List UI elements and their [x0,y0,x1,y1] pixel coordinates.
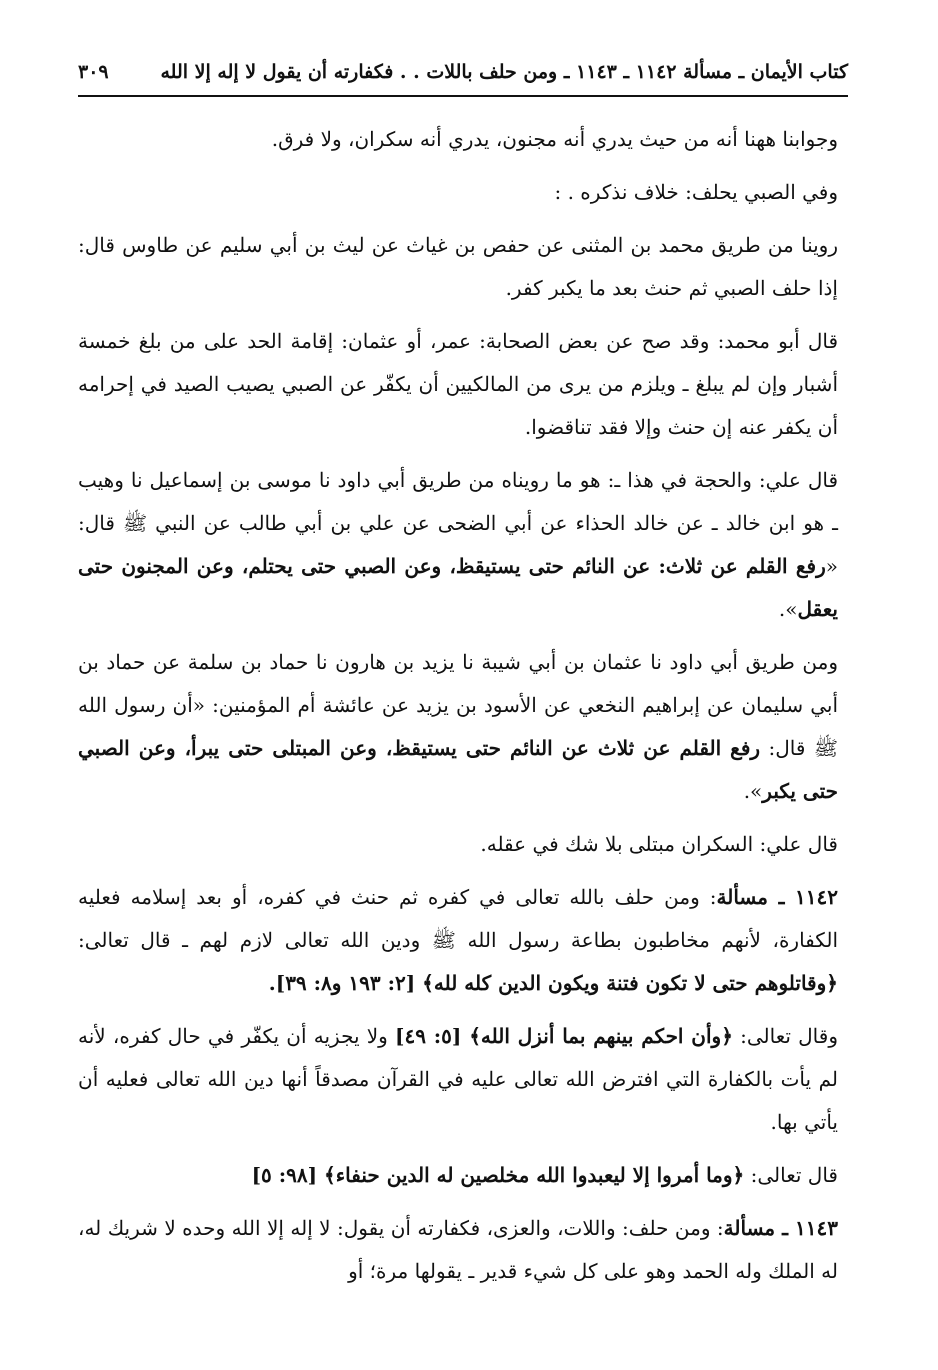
paragraph [78,171,838,214]
paragraph [78,320,838,449]
paragraph-text: قال علي: السكران مبتلى بلا شك في عقله. [480,832,838,856]
paragraph-text: قال أبو محمد: وقد صح عن بعض الصحابة: عمر، أو عثمان: إقامة الحد على من بلغ خمسة أشبار وإن لم يبلغ ـ ويلزم من يرى من المالكيين أن يكفّر عن الصبي يصيب الصيد في إحرامه أن يكفر عنه إن حنث وإلا فقد تناقضوا. [78,329,838,439]
paragraph [78,876,838,1005]
paragraph-text: وقال تعالى: [732,1024,838,1048]
paragraph-text: : ومن حلف: واللات، والعزى، فكفارته أن يقول: لا إله إلا الله وحده لا شريك له، له الملك وله الحمد وهو على كل شيء قدير ـ يقولها مرة؛ أو [78,1216,838,1283]
paragraph-text: وجوابنا ههنا أنه من حيث يدري أنه مجنون، يدري أنه سكران، ولا فرق. [271,127,838,151]
paragraph-text: وفي الصبي يحلف: خلاف نذكره . : [554,180,838,204]
quran-verse: ﴿وأن احكم بينهم بما أنزل الله﴾ [٥: ٤٩] [395,1024,733,1048]
paragraph [78,823,838,866]
paragraph-text: ومن طريق أبي داود نا عثمان بن أبي شيبة نا يزيد بن هارون نا حماد بن سلمة عن حماد بن أبي سليمان عن إبراهيم النخعي عن الأسود بن يزيد عن عائشة أم المؤمنين: «أن رسول الله ﷺ قال: [78,650,838,760]
paragraph-text: قال تعالى: [744,1163,838,1187]
paragraph-text: قال علي: والحجة في هذا ـ: هو ما رويناه من طريق أبي داود نا موسى بن إسماعيل نا وهيب ـ هو ابن خالد ـ عن خالد الحذاء عن أبي الضحى عن علي بن أبي طالب عن النبي ﷺ قال: « [78,468,838,578]
paragraph-text: ». [778,597,798,621]
page-number: ٣٠٩ [78,61,109,83]
running-header [78,52,848,92]
paragraph-text: : ومن حلف بالله تعالى في كفره ثم حنث في كفره، أو بعد إسلامه فعليه الكفارة، لأنهم مخاطبون بطاعة رسول الله ﷺ ودين الله تعالى لازم لهم ـ قال تعالى: [78,885,838,952]
paragraph [78,641,838,813]
paragraph-text: ». [743,779,763,803]
issue-number: ١١٤٣ ـ مسألة [723,1216,839,1240]
paragraph-text: ولا يجزيه أن يكفّر في حال كفره، لأنه لم يأت بالكفارة التي افترض الله تعالى عليه في القرآن مصدقاً أنها دين الله تعالى فعليه أن يأتي بها. [78,1024,838,1134]
paragraph [78,1207,838,1293]
paragraph [78,459,838,631]
main-text [78,118,838,1303]
paragraph-text: روينا من طريق محمد بن المثنى عن حفص بن غياث عن ليث بن أبي سليم عن طاوس قال: إذا حلف الصبي ثم حنث بعد ما يكبر كفر. [78,233,838,300]
quran-verse: ﴿وما أمروا إلا ليعبدوا الله مخلصين له الدين حنفاء﴾ [٩٨: ٥] [251,1163,745,1187]
header-title: كتاب الأيمان ـ مسألة ١١٤٢ ـ ١١٤٣ ـ ومن حلف باللات . . فكفارته أن يقول لا إله إلا الله [160,61,848,83]
paragraph [78,118,838,161]
hadith-quote: رفع القلم عن ثلاث عن النائم حتى يستيقظ، وعن المبتلى حتى يبرأ، وعن الصبي حتى يكبر [78,736,838,803]
quran-verse: ﴿وقاتلوهم حتى لا تكون فتنة ويكون الدين كله لله﴾ [٢: ١٩٣ و٨: ٣٩]. [268,971,838,995]
hadith-quote: رفع القلم عن ثلاث: عن النائم حتى يستيقظ، وعن الصبي حتى يحتلم، وعن المجنون حتى يعقل [78,554,838,621]
paragraph [78,1154,838,1197]
paragraph [78,1015,838,1144]
header-rule [78,95,848,97]
paragraph [78,224,838,310]
issue-number: ١١٤٢ ـ مسألة [716,885,838,909]
